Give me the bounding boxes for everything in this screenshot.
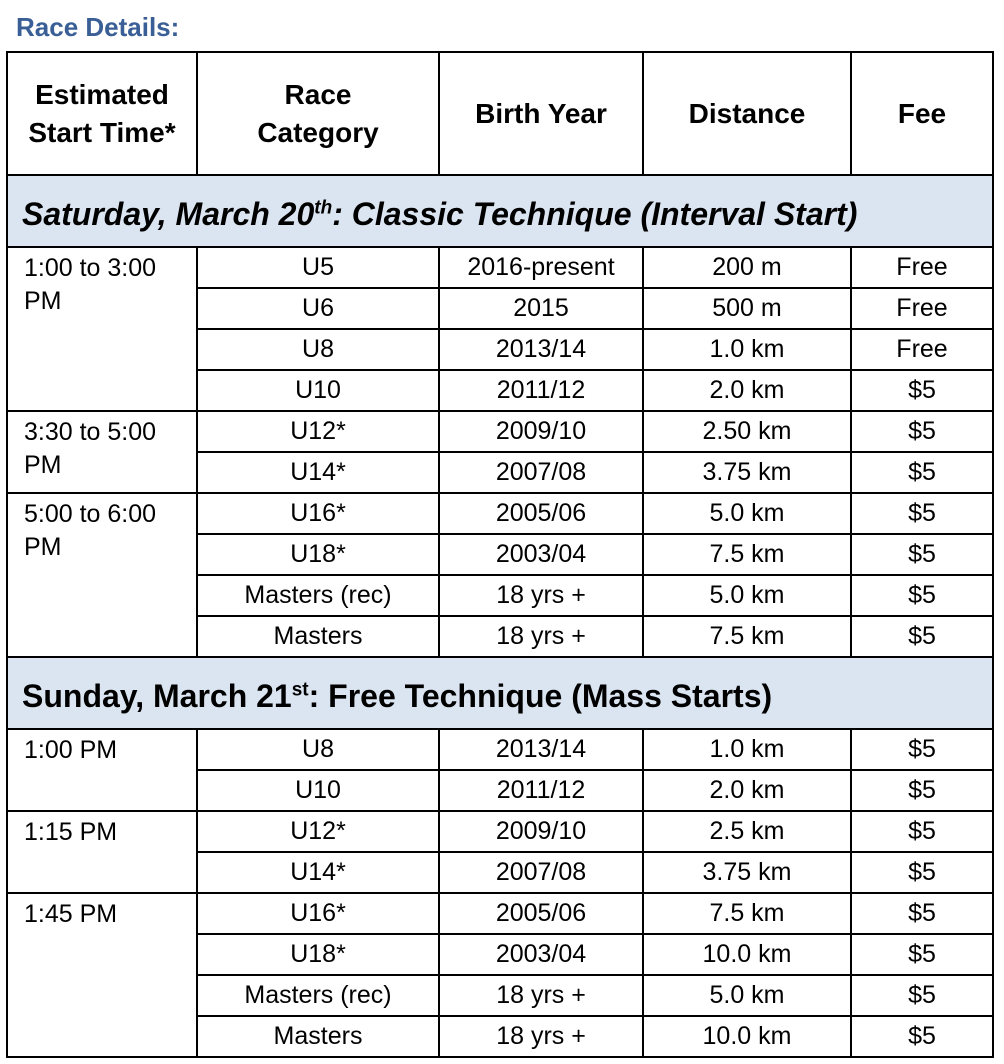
day-banner-date: Sunday, March 21 — [22, 677, 292, 714]
distance-cell: 7.5 km — [643, 534, 851, 575]
category-cell: U18* — [197, 534, 439, 575]
start-time-cell: 5:00 to 6:00 PM — [7, 493, 197, 657]
birth-year-cell: 2015 — [439, 288, 643, 329]
category-cell: Masters — [197, 1016, 439, 1057]
distance-cell: 7.5 km — [643, 893, 851, 934]
birth-year-cell: 2013/14 — [439, 329, 643, 370]
section-heading: Race Details: — [16, 12, 180, 42]
table-row — [7, 729, 993, 770]
table-row — [7, 493, 993, 534]
distance-cell: 1.0 km — [643, 729, 851, 770]
category-cell: U8 — [197, 329, 439, 370]
category-cell: U10 — [197, 770, 439, 811]
column-header-birth-year — [439, 52, 643, 175]
distance-cell: 200 m — [643, 247, 851, 288]
table-row — [7, 893, 993, 934]
column-header-text: Birth Year — [475, 97, 607, 129]
distance-cell: 10.0 km — [643, 934, 851, 975]
distance-cell: 10.0 km — [643, 1016, 851, 1057]
birth-year-cell: 2007/08 — [439, 452, 643, 493]
column-header-category — [197, 52, 439, 175]
distance-cell: 2.50 km — [643, 411, 851, 452]
distance-cell: 3.75 km — [643, 852, 851, 893]
category-cell: U5 — [197, 247, 439, 288]
birth-year-cell: 2011/12 — [439, 770, 643, 811]
table-row — [7, 811, 993, 852]
day-banner-date: Saturday, March 20 — [22, 195, 315, 232]
fee-cell: Free — [851, 329, 993, 370]
birth-year-cell: 2007/08 — [439, 852, 643, 893]
fee-cell: $5 — [851, 534, 993, 575]
distance-cell: 2.0 km — [643, 370, 851, 411]
fee-cell: Free — [851, 247, 993, 288]
fee-cell: $5 — [851, 975, 993, 1016]
birth-year-cell: 18 yrs + — [439, 975, 643, 1016]
column-header-text: Fee — [897, 97, 947, 129]
birth-year-cell: 2003/04 — [439, 934, 643, 975]
fee-cell: $5 — [851, 575, 993, 616]
category-cell: U16* — [197, 893, 439, 934]
category-cell: U12* — [197, 411, 439, 452]
fee-cell: $5 — [851, 893, 993, 934]
fee-cell: Free — [851, 288, 993, 329]
start-time-cell: 1:45 PM — [7, 893, 197, 1057]
birth-year-cell: 2003/04 — [439, 534, 643, 575]
header-row — [7, 52, 993, 175]
birth-year-cell: 2005/06 — [439, 893, 643, 934]
race-details-table — [6, 51, 994, 1058]
fee-cell: $5 — [851, 616, 993, 657]
distance-cell: 2.0 km — [643, 770, 851, 811]
category-cell: U10 — [197, 370, 439, 411]
distance-cell: 500 m — [643, 288, 851, 329]
birth-year-cell: 18 yrs + — [439, 575, 643, 616]
day-banner-ordinal: st — [291, 678, 309, 700]
distance-cell: 5.0 km — [643, 493, 851, 534]
day-banner-technique: : Free Technique (Mass Starts) — [308, 677, 773, 714]
birth-year-cell: 2011/12 — [439, 370, 643, 411]
distance-cell: 2.5 km — [643, 811, 851, 852]
birth-year-cell: 2009/10 — [439, 811, 643, 852]
distance-cell: 1.0 km — [643, 329, 851, 370]
column-header-text: Distance — [688, 97, 806, 129]
category-cell: Masters (rec) — [197, 975, 439, 1016]
fee-cell: $5 — [851, 852, 993, 893]
category-cell: U14* — [197, 852, 439, 893]
fee-cell: $5 — [851, 370, 993, 411]
start-time-cell: 1:00 to 3:00 PM — [7, 247, 197, 411]
category-cell: Masters — [197, 616, 439, 657]
day-banner — [7, 657, 993, 729]
fee-cell: $5 — [851, 452, 993, 493]
day-banner-row — [7, 175, 993, 247]
column-header-text: Estimated Start Time* — [28, 78, 176, 148]
category-cell: U16* — [197, 493, 439, 534]
table-body — [7, 175, 993, 1057]
start-time-cell: 3:30 to 5:00 PM — [7, 411, 197, 493]
fee-cell: $5 — [851, 729, 993, 770]
distance-cell: 5.0 km — [643, 575, 851, 616]
fee-cell: $5 — [851, 934, 993, 975]
day-banner-ordinal: th — [314, 196, 333, 218]
column-header-text: Race Category — [257, 78, 379, 148]
start-time-cell: 1:15 PM — [7, 811, 197, 893]
category-cell: U12* — [197, 811, 439, 852]
fee-cell: $5 — [851, 811, 993, 852]
birth-year-cell: 2009/10 — [439, 411, 643, 452]
column-header-fee — [851, 52, 993, 175]
birth-year-cell: 2013/14 — [439, 729, 643, 770]
fee-cell: $5 — [851, 1016, 993, 1057]
day-banner-row — [7, 657, 993, 729]
column-header-start-time — [7, 52, 197, 175]
distance-cell: 7.5 km — [643, 616, 851, 657]
distance-cell: 5.0 km — [643, 975, 851, 1016]
column-header-distance — [643, 52, 851, 175]
category-cell: Masters (rec) — [197, 575, 439, 616]
table-row — [7, 411, 993, 452]
birth-year-cell: 2016-present — [439, 247, 643, 288]
birth-year-cell: 18 yrs + — [439, 616, 643, 657]
table-row — [7, 247, 993, 288]
birth-year-cell: 18 yrs + — [439, 1016, 643, 1057]
day-banner — [7, 175, 993, 247]
birth-year-cell: 2005/06 — [439, 493, 643, 534]
day-banner-technique: : Classic Technique (Interval Start) — [332, 195, 858, 232]
category-cell: U18* — [197, 934, 439, 975]
fee-cell: $5 — [851, 493, 993, 534]
distance-cell: 3.75 km — [643, 452, 851, 493]
category-cell: U6 — [197, 288, 439, 329]
category-cell: U14* — [197, 452, 439, 493]
fee-cell: $5 — [851, 770, 993, 811]
fee-cell: $5 — [851, 411, 993, 452]
category-cell: U8 — [197, 729, 439, 770]
start-time-cell: 1:00 PM — [7, 729, 197, 811]
